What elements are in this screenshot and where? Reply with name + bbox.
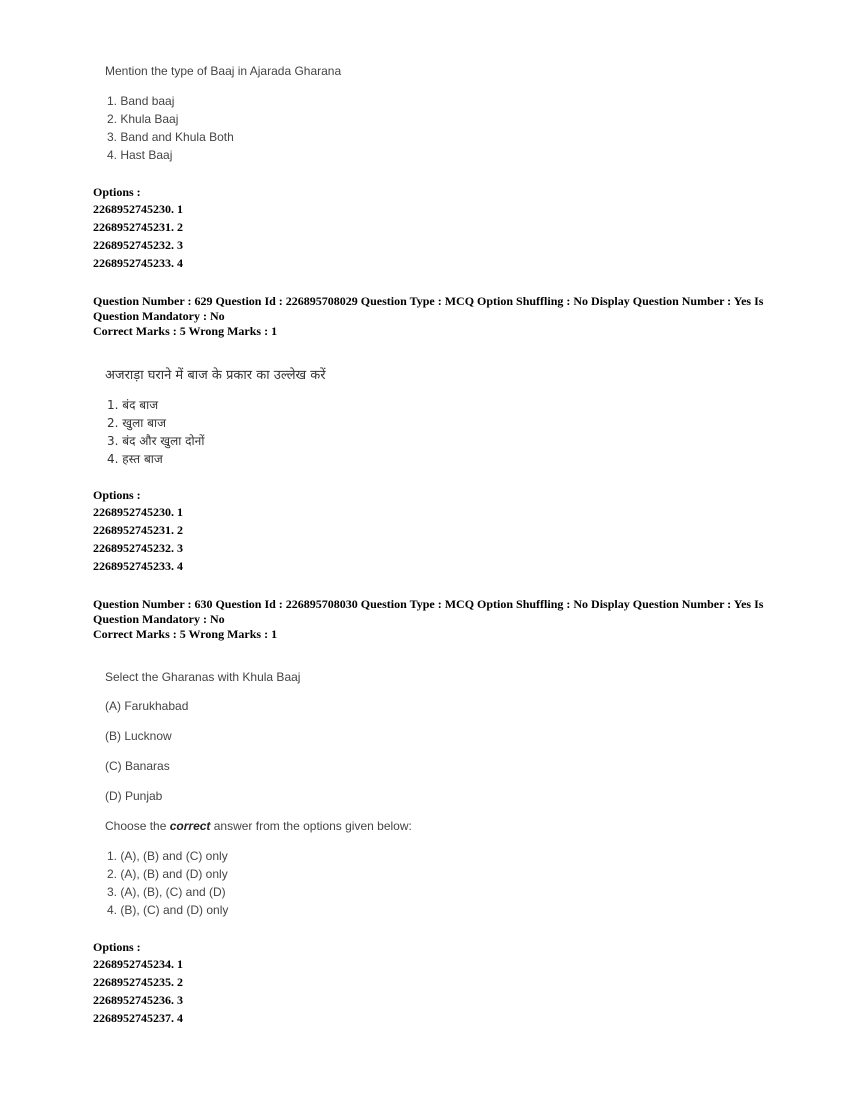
meta-line: Question Mandatory : No: [93, 612, 225, 626]
option-id: 2268952745232. 3: [93, 238, 183, 252]
instruction-emphasis: correct: [169, 819, 211, 833]
meta-line: Question Number : 630 Question Id : 226895708030 Question Type : MCQ Option Shuffling : No Display Question Number : Yes Is: [93, 597, 764, 611]
choice-1: 1. बंद बाज: [107, 398, 159, 412]
choice-2: 2. खुला बाज: [107, 416, 167, 430]
choice-2: 2. (A), (B) and (D) only: [107, 867, 228, 881]
option-id: 2268952745230. 1: [93, 202, 183, 216]
statement-a: (A) Farukhabad: [105, 699, 189, 713]
option-id: 2268952745233. 4: [93, 559, 183, 573]
option-id: 2268952745233. 4: [93, 256, 183, 270]
option-id: 2268952745234. 1: [93, 957, 183, 971]
choice-1: 1. (A), (B) and (C) only: [107, 849, 228, 863]
option-id: 2268952745230. 1: [93, 505, 183, 519]
options-label: Options :: [93, 488, 141, 502]
choice-3: 3. बंद और खुला दोनों: [107, 434, 205, 448]
meta-line: Correct Marks : 5 Wrong Marks : 1: [93, 627, 278, 641]
option-id: 2268952745235. 2: [93, 975, 183, 989]
question-meta-629: [93, 294, 773, 339]
question-text: अजराड़ा घराने में बाज के प्रकार का उल्लेख करें: [105, 368, 326, 383]
option-id: 2268952745232. 3: [93, 541, 183, 555]
options-label: Options :: [93, 940, 141, 954]
question-text: Mention the type of Baaj in Ajarada Gharana: [105, 64, 342, 78]
meta-line: Question Number : 629 Question Id : 226895708029 Question Type : MCQ Option Shuffling : No Display Question Number : Yes Is: [93, 294, 764, 308]
choice-4: 4. हस्त बाज: [107, 452, 163, 466]
statement-c: (C) Banaras: [105, 759, 170, 773]
statement-b: (B) Lucknow: [105, 729, 172, 743]
option-id: 2268952745237. 4: [93, 1011, 183, 1025]
choice-2: 2. Khula Baaj: [107, 112, 179, 126]
options-label: Options :: [93, 185, 141, 199]
instruction-post: answer from the options given below:: [210, 819, 412, 833]
question-text: Select the Gharanas with Khula Baaj: [105, 670, 301, 684]
instruction-text: [105, 819, 412, 833]
option-id: 2268952745236. 3: [93, 993, 183, 1007]
choice-4: 4. (B), (C) and (D) only: [107, 903, 229, 917]
choice-4: 4. Hast Baaj: [107, 148, 173, 162]
meta-line: Correct Marks : 5 Wrong Marks : 1: [93, 324, 278, 338]
instruction-pre: Choose the: [105, 819, 170, 833]
statement-d: (D) Punjab: [105, 789, 163, 803]
question-meta-630: [93, 597, 773, 642]
choice-3: 3. Band and Khula Both: [107, 130, 234, 144]
choice-3: 3. (A), (B), (C) and (D): [107, 885, 226, 899]
option-id: 2268952745231. 2: [93, 220, 183, 234]
option-id: 2268952745231. 2: [93, 523, 183, 537]
choice-1: 1. Band baaj: [107, 94, 175, 108]
meta-line: Question Mandatory : No: [93, 309, 225, 323]
